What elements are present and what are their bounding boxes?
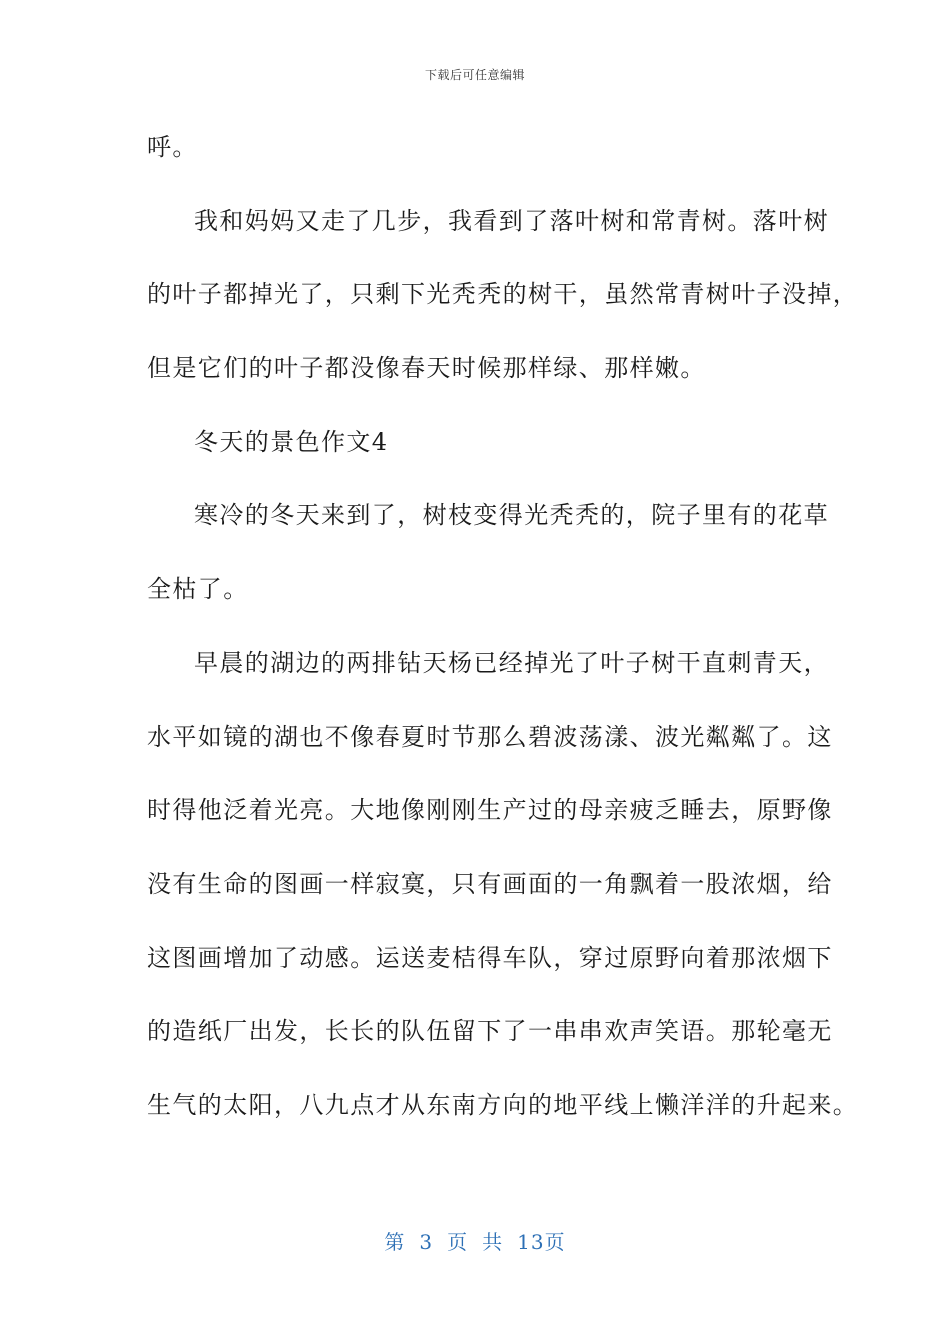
text-line: 的造纸厂出发，长长的队伍留下了一串串欢声笑语。那轮毫无	[147, 1017, 833, 1046]
footer-label-page: 第	[384, 1230, 406, 1254]
footer-label-total: 共	[482, 1230, 504, 1254]
text-line: 呼。	[147, 133, 198, 161]
section-title: 冬天的景色作文4	[194, 427, 389, 456]
text-line: 全枯了。	[147, 575, 249, 604]
text-line: 这图画增加了动感。运送麦桔得车队，穿过原野向着那浓烟下	[147, 943, 833, 972]
footer-current-page: 3	[419, 1230, 434, 1254]
page-header: 下载后可任意编辑	[424, 68, 525, 82]
text-line: 但是它们的叶子都没像春天时候那样绿、那样嫩。	[147, 354, 706, 383]
text-line: 生气的太阳，八九点才从东南方向的地平线上懒洋洋的升起来。	[147, 1090, 859, 1119]
text-line: 的叶子都掉光了，只剩下光秃秃的树干，虽然常青树叶子没掉，	[147, 280, 859, 309]
footer-label-page-unit: 页	[447, 1230, 469, 1254]
text-line: 我和妈妈又走了几步，我看到了落叶树和常青树。落叶树	[194, 206, 829, 235]
text-line: 早晨的湖边的两排钻天杨已经掉光了叶子树干直刺青天，	[194, 648, 829, 677]
page-number-footer	[0, 1226, 950, 1255]
footer-total-pages: 13页	[517, 1230, 566, 1254]
text-line: 时得他泛着光亮。大地像刚刚生产过的母亲疲乏睡去，原野像	[147, 796, 833, 825]
text-line: 没有生命的图画一样寂寞，只有画面的一角飘着一股浓烟，给	[147, 869, 833, 898]
document-body	[147, 120, 859, 1152]
text-line: 水平如镜的湖也不像春夏时节那么碧波荡漾、波光粼粼了。这	[147, 722, 833, 751]
text-line: 寒冷的冬天来到了，树枝变得光秃秃的，院子里有的花草	[194, 501, 829, 530]
